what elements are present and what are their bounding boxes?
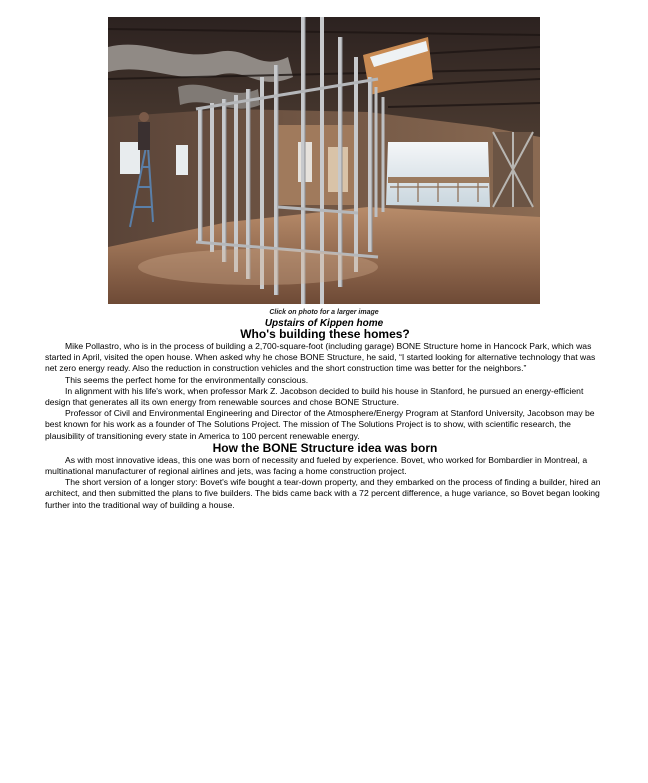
article-paragraph: Professor of Civil and Environmental Engineering and Director of the Atmosphere/Energy Program at Stanford University, Jacobson may be best known for his work as a founder of The Solutions Project. The mission of The Solutions Project is to show, with scientific research, the plausibility of transitioning every state in America to 100 percent renewable energy. <box>45 408 595 441</box>
construction-photo[interactable] <box>108 17 540 304</box>
article-paragraph: This seems the perfect home for the environmentally conscious. <box>65 374 309 385</box>
article-paragraph: The short version of a longer story: Bovet's wife bought a tear-down property, and they embarked on the process of finding a builder, hired an architect, and then submitted the plans to five builders. The bids came back with a 72 percent difference, a huge variance, so Bovet began looking further into the traditional way of building a house. <box>45 477 601 510</box>
article-paragraph: In alignment with his life's work, when professor Mark Z. Jacobson decided to build his house in Stanford, he pursued an energy-efficient design that generates all its own energy from renewable sources and chose BONE Structure. <box>45 385 584 408</box>
photo-link-hint: Click on photo for a larger image <box>269 309 379 316</box>
photo-link[interactable] <box>108 17 540 304</box>
article-body <box>45 328 605 511</box>
article-paragraph: Mike Pollastro, who is in the process of building a 2,700-square-foot (including garage) BONE Structure home in Hancock Park, which was started in April, visited the open house. When asked why he chose BONE Structure, he said, “I started looking for alternative technology that was net zero energy ready. Also the reduction in construction vehicles and the short construction time was better for the neighbors.” <box>45 341 596 374</box>
photo-caption: Upstairs of Kippen home <box>264 318 384 329</box>
section-heading: How the BONE Structure idea was born <box>212 440 438 455</box>
article-paragraph: As with most innovative ideas, this one was born of necessity and fueled by experience. Bovet, who worked for Bombardier in Montreal, a multinational manufacturer of regional airlines and jets, was facing a home construction project. <box>45 454 588 477</box>
section-heading: Who's building these homes? <box>240 327 410 341</box>
